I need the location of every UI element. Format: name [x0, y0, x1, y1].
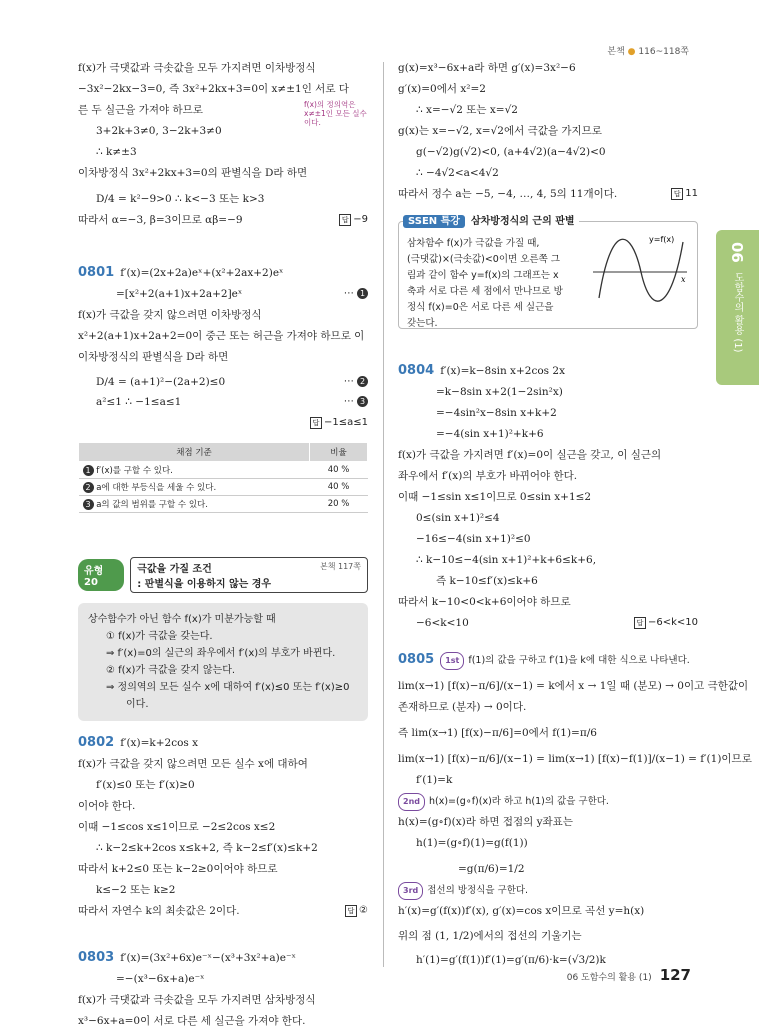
left-column — [78, 60, 368, 1034]
answer-mark: 답 −6<k<10 — [634, 615, 698, 631]
type-badge: 유형 20 — [78, 559, 124, 591]
step-mark-3: 3 — [357, 396, 368, 407]
step-mark-1: 1 — [357, 288, 368, 299]
grading-table: 채점 기준 비율 1 f′(x)를 구할 수 있다. 40 % 2 a에 대한 부등식을 세울 수 있다. 40 % 3 a의 값의 범위를 구할 수 있다. 20 % — [78, 442, 368, 513]
problem-0805: 0805 1st f(1)의 값을 구하고 f′(1)을 k에 대한 식으로 나타낸다. lim(x→1) [f(x)−π/6]/(x−1) = k에서 x → 1일 때 (분모) → 0이고 극한값이 존재하므로 (분자) → 0이다. 즉 lim(x→1) [f(x)−π/6]=0에서 f(1)=π/6 lim(x→1) [f(x)−π/6]/(x−1) = lim(x→1) [f(x)−f(1)]/(x−1) = f′(1)이므로 f′(1)=k 2nd h(x)=(g∘f)(x)라 하고 h(1)의 값을 구한다. h(x)=(g∘f)(x)라 하면 접점의 y좌표는 h(1)=(g∘f)(1)=g(f(1)) =g(π/6)=1/2 3rd 접선의 방정식을 구한다. h′(x)=g′(f(x))f′(x), g′(x)=cos x이므로 곡선 y=h(x) 위의 점 (1, 1/2)에서의 접선의 기울기는 h′(1)=g′(f(1))f′(1)=g′(π/6)·k=(√3/2)k — [398, 652, 752, 966]
problem-number: 0802 — [78, 735, 115, 750]
ssen-badge: SSEN 특강 — [403, 215, 465, 228]
footer-chapter: 06 도함수의 활용 (1) — [566, 973, 652, 983]
chapter-side-tab[interactable] — [716, 230, 759, 385]
ssen-special-box: SSEN 특강 삼차방정식의 근의 판별 삼차함수 f(x)가 극값을 가질 때, (극댓값)×(극솟값)<0이면 오른쪽 그 림과 같이 함수 y=f(x)의 그래프는 x 축과 서로 다른 세 점에서 만나므로 방 정식 f(x)=0은 서로 다른 세 실근을 갖는다. y=f(x) x — [398, 221, 698, 329]
problem-0802: 0802 f′(x)=k+2cos x f(x)가 극값을 갖지 않으려면 모든 실수 x에 대하여 f′(x)≤0 또는 f′(x)≥0 이어야 한다. 이때 −1≤cos x≤1이므로 −2≤2cos x≤2 ∴ k−2≤k+2cos x≤k+2, 즉 k−2≤f′(x)≤k+2 따라서 k+2≤0 또는 k−2≥0이어야 하므로 k≤−2 또는 k≥2 따라서 자연수 k의 최솟값은 2이다. 답 ② — [78, 735, 368, 917]
answer-icon: 답 — [671, 188, 683, 200]
chapter-title: 도함수의 활용 (1) — [732, 272, 743, 353]
step-badge: 1st — [440, 652, 464, 670]
page-footer — [567, 966, 691, 984]
step-badge: 3rd — [398, 882, 423, 900]
table-row: 3 a의 값의 범위를 구할 수 있다. 20 % — [79, 496, 368, 513]
problem-number: 0804 — [398, 363, 435, 378]
cubic-curve — [599, 239, 683, 301]
problem-0803-continued: g(x)=x³−6x+a라 하면 g′(x)=3x²−6 g′(x)=0에서 x²=2 ∴ x=−√2 또는 x=√2 g(x)는 x=−√2, x=√2에서 극값을 가지므로 g(−√2)g(√2)<0, (a+4√2)(a−4√2)<0 ∴ −4√2<a<4√2 따라서 정수 a는 −5, −4, …, 4, 5의 11개이다. 답 11 — [398, 62, 698, 200]
table-row: 1 f′(x)를 구할 수 있다. 40 % — [79, 462, 368, 479]
concept-box: 상수함수가 아닌 함수 f(x)가 미분가능할 때 ① f(x)가 극값을 갖는다. ⇒ f′(x)=0의 실근의 좌우에서 f′(x)의 부호가 바뀐다. ② f(x)가 극값을 갖지 않는다. ⇒ 정의역의 모든 실수 x에 대하여 f′(x)≤0 또는 f′(x)≥0 이다. — [78, 603, 368, 721]
type-20-header — [78, 555, 368, 595]
answer-mark: 답 −9 — [339, 212, 368, 228]
chapter-number: 06 — [728, 242, 746, 263]
answer-icon: 답 — [345, 905, 357, 917]
answer-mark: 답 11 — [671, 186, 698, 202]
column-divider — [383, 62, 384, 967]
type-reference: 본책 117쪽 — [320, 562, 361, 571]
table-row: 2 a에 대한 부등식을 세울 수 있다. 40 % — [79, 479, 368, 496]
problem-0803: 0803 f′(x)=(3x²+6x)e⁻ˣ−(x³+3x²+a)e⁻ˣ =−(x³−6x+a)e⁻ˣ f(x)가 극댓값과 극솟값을 모두 가지려면 삼차방정식 x³−6x+a=0이 서로 다른 세 실근을 가져야 한다. — [78, 950, 316, 1027]
problem-number: 0801 — [78, 265, 115, 280]
answer-icon: 답 — [339, 214, 351, 226]
answer-mark: 답 ② — [345, 903, 368, 919]
type-title: 극값을 가질 조건 : 판별식을 이용하지 않는 경우 본책 117쪽 — [130, 557, 368, 593]
page-reference: 본책 ● 116~118쪽 — [607, 47, 689, 57]
side-note: f(x)의 정의역은 x≠±1인 모든 실수이다. — [304, 100, 367, 127]
cubic-graph — [591, 232, 691, 302]
page-number: 127 — [659, 966, 691, 984]
intro-solution: f(x)가 극댓값과 극솟값을 모두 가지려면 이차방정식 −3x²−2kx−3=0, 즉 3x²+2kx+3=0이 x≠±1인 서로 다 른 두 실근을 가져야 하므로 3+2k+3≠0, 3−2k+3≠0 ∴ k≠±3 이차방정식 3x²+2kx+3=0의 판별식을 D라 하면 D/4 = k²−9>0 ∴ k<−3 또는 k>3 따라서 α=−3, β=3이므로 αβ=−9 답 −9 f(x)의 정의역은 x≠±1인 모든 실수이다. — [78, 60, 368, 233]
problem-0801: 0801 f′(x)=(2x+2a)eˣ+(x²+2ax+2)eˣ =[x²+2(a+1)x+2a+2]eˣ ⋯ 1 f(x)가 극값을 갖지 않으려면 이차방정식 x²+2(a+1)x+2a+2=0이 중근 또는 허근을 가져야 하므로 이 이차방정식의 판별식을 D라 하면 D/4 = (a+1)²−(2a+2)≤0 ⋯ 2 a²≤1 ∴ −1≤a≤1 ⋯ 3 답 −1≤a≤1 채점 기준 비율 1 f′(x)를 구할 수 있다. 40 % 2 a에 대한 부등식을 세울 수 있다. 40 % 3 a의 값의 범위를 구할 수 있다. 20 % — [78, 265, 368, 513]
problem-number: 0805 — [398, 652, 435, 667]
graph-label: y=f(x) — [649, 235, 675, 244]
problem-0804: 0804 f′(x)=k−8sin x+2cos 2x =k−8sin x+2(1−2sin²x) =−4sin²x−8sin x+k+2 =−4(sin x+1)²+k+6 f(x)가 극값을 가지려면 f′(x)=0이 실근을 갖고, 이 실근의 좌우에서 f′(x)의 부호가 바뀌어야 한다. 이때 −1≤sin x≤1이므로 0≤sin x+1≤2 0≤(sin x+1)²≤4 −16≤−4(sin x+1)²≤0 ∴ k−10≤−4(sin x+1)²+k+6≤k+6, 즉 k−10≤f′(x)≤k+6 따라서 k−10<0<k+6이어야 하므로 −6<k<10 답 −6<k<10 — [398, 363, 698, 629]
ssen-title: 삼차방정식의 근의 판별 — [470, 216, 575, 227]
answer-mark: 답 −1≤a≤1 — [310, 415, 368, 431]
answer-icon: 답 — [310, 417, 322, 429]
problem-number: 0803 — [78, 950, 115, 965]
axis-label: x — [681, 275, 686, 284]
step-mark-2: 2 — [357, 376, 368, 387]
answer-icon: 답 — [634, 617, 646, 629]
step-badge: 2nd — [398, 793, 425, 811]
